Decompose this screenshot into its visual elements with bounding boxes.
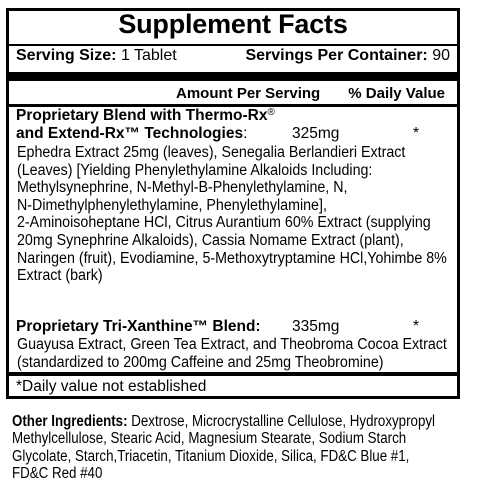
ingredient-line: 20mg Synephrine Alkaloids), Cassia Nomame Extract (plant), (17, 231, 404, 249)
daily-value-footnote: *Daily value not established (16, 378, 207, 395)
other-ingredients (12, 413, 459, 483)
blend2-ingredients (17, 336, 447, 371)
other-ingredients-line: Dextrose, Microcrystalline Cellulose, Hydroxypropyl (131, 413, 435, 430)
servings-per-container (245, 47, 450, 65)
column-header-amount: Amount Per Serving (176, 85, 321, 102)
serving-size (16, 47, 177, 65)
registered-mark: ® (267, 107, 275, 118)
servings-label: Servings Per Container: (245, 47, 428, 64)
ingredient-line: N-Dimethylphenylethylamine, Phenylethylamine], (17, 196, 327, 214)
ingredient-line: (standardized to 200mg Caffeine and 25mg Theobromine) (17, 353, 384, 371)
other-ingredients-line: Glycolate, Starch,Triacetin, Titanium Dioxide, Silica, FD&C Blue #1, (12, 447, 410, 465)
panel-title: Supplement Facts (118, 9, 348, 39)
blend2-name: Proprietary Tri-Xanthine™ Blend: (16, 318, 261, 335)
thick-divider-bottom (9, 372, 457, 376)
blend1-amount: 325mg (292, 125, 340, 142)
servings-value: 90 (432, 47, 450, 64)
blend1-name (16, 107, 275, 143)
blend1-daily-value: * (413, 125, 420, 142)
column-header-daily-value: % Daily Value (348, 85, 445, 102)
blend2-daily-value: * (413, 318, 420, 335)
ingredient-line: (Leaves) [Yielding Phenylethylamine Alkaloids Including: (17, 161, 373, 179)
other-ingredients-line: FD&C Red #40 (12, 465, 103, 483)
blend1-name-line2: and Extend-Rx™ Technologies (16, 125, 244, 142)
blend2-amount: 335mg (292, 318, 340, 335)
ingredient-line: 2-Aminoisoheptane HCl, Citrus Aurantium 60% Extract (supplying (17, 214, 431, 232)
thick-divider-top (9, 72, 457, 81)
ingredient-line: Ephedra Extract 25mg (leaves), Senegalia Berlandieri Extract (17, 144, 406, 161)
serving-size-value: 1 Tablet (120, 47, 177, 64)
ingredient-line: Methylsynephrine, N-Methyl-B-Phenylethylamine, N, (17, 179, 348, 197)
blend1-name-line1: Proprietary Blend with Thermo-Rx (16, 107, 268, 124)
ingredient-line: Naringen (fruit), Evodiamine, 5-Methoxytryptamine HCl,Yohimbe 8% (17, 249, 447, 267)
blend1-name-colon: : (243, 125, 248, 142)
ingredient-line: Guayusa Extract, Green Tea Extract, and Theobroma Cocoa Extract (17, 336, 447, 353)
other-ingredients-label: Other Ingredients: (12, 413, 128, 430)
title-divider (9, 44, 457, 46)
serving-size-label: Serving Size: (16, 47, 117, 64)
other-ingredients-line: Methylcellulose, Stearic Acid, Magnesium Stearate, Sodium Starch (12, 430, 407, 448)
supplement-facts-panel (6, 8, 460, 399)
ingredient-line: Extract (bark) (17, 267, 103, 285)
blend1-ingredients (17, 144, 447, 285)
